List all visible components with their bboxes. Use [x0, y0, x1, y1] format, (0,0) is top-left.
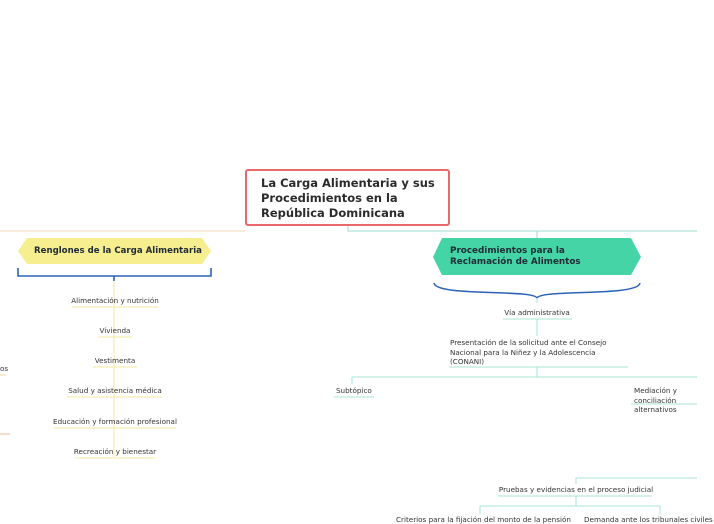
left-brace: [18, 268, 211, 281]
left-item-vivienda[interactable]: Vivienda: [99, 326, 131, 335]
left-item-educacion[interactable]: Educación y formación profesional: [53, 417, 177, 426]
criterios-fijacion[interactable]: Criterios para la fijación del monto de la pensión: [396, 515, 571, 524]
left-item-salud[interactable]: Salud y asistencia médica: [68, 386, 162, 395]
mediacion-conciliacion[interactable]: Mediación y conciliación alternativos: [634, 386, 678, 414]
subtopic[interactable]: Subtópico: [336, 386, 372, 395]
left-item-recreacion[interactable]: Recreación y bienestar: [73, 447, 157, 456]
left-item-alimentacion[interactable]: Alimentación y nutrición: [71, 296, 159, 305]
demanda-tribunales[interactable]: Demanda ante los tribunales civiles: [584, 515, 713, 524]
left-branch-title: Renglones de la Carga Alimentaria: [34, 246, 202, 256]
central-topic[interactable]: [245, 169, 450, 226]
right-branch-title: Procedimientos para la Reclamación de Alimentos: [450, 246, 581, 267]
solicitud-conani[interactable]: Presentación de la solicitud ante el Consejo Nacional para la Niñez y la Adolescencia (CONANI): [450, 338, 607, 366]
left-branch-topic[interactable]: [34, 246, 209, 257]
left-item-vestimenta[interactable]: Vestimenta: [94, 356, 136, 365]
pruebas-evidencias[interactable]: Pruebas y evidencias en el proceso judicial: [498, 485, 654, 494]
right-branch-topic[interactable]: [450, 246, 630, 268]
left-edge-fragment: os: [0, 364, 9, 373]
central-topic-title: La Carga Alimentaria y sus Procedimientos en la República Dominicana: [261, 176, 435, 220]
right-brace: [434, 283, 640, 298]
via-administrativa[interactable]: Vía administrativa: [504, 308, 570, 317]
